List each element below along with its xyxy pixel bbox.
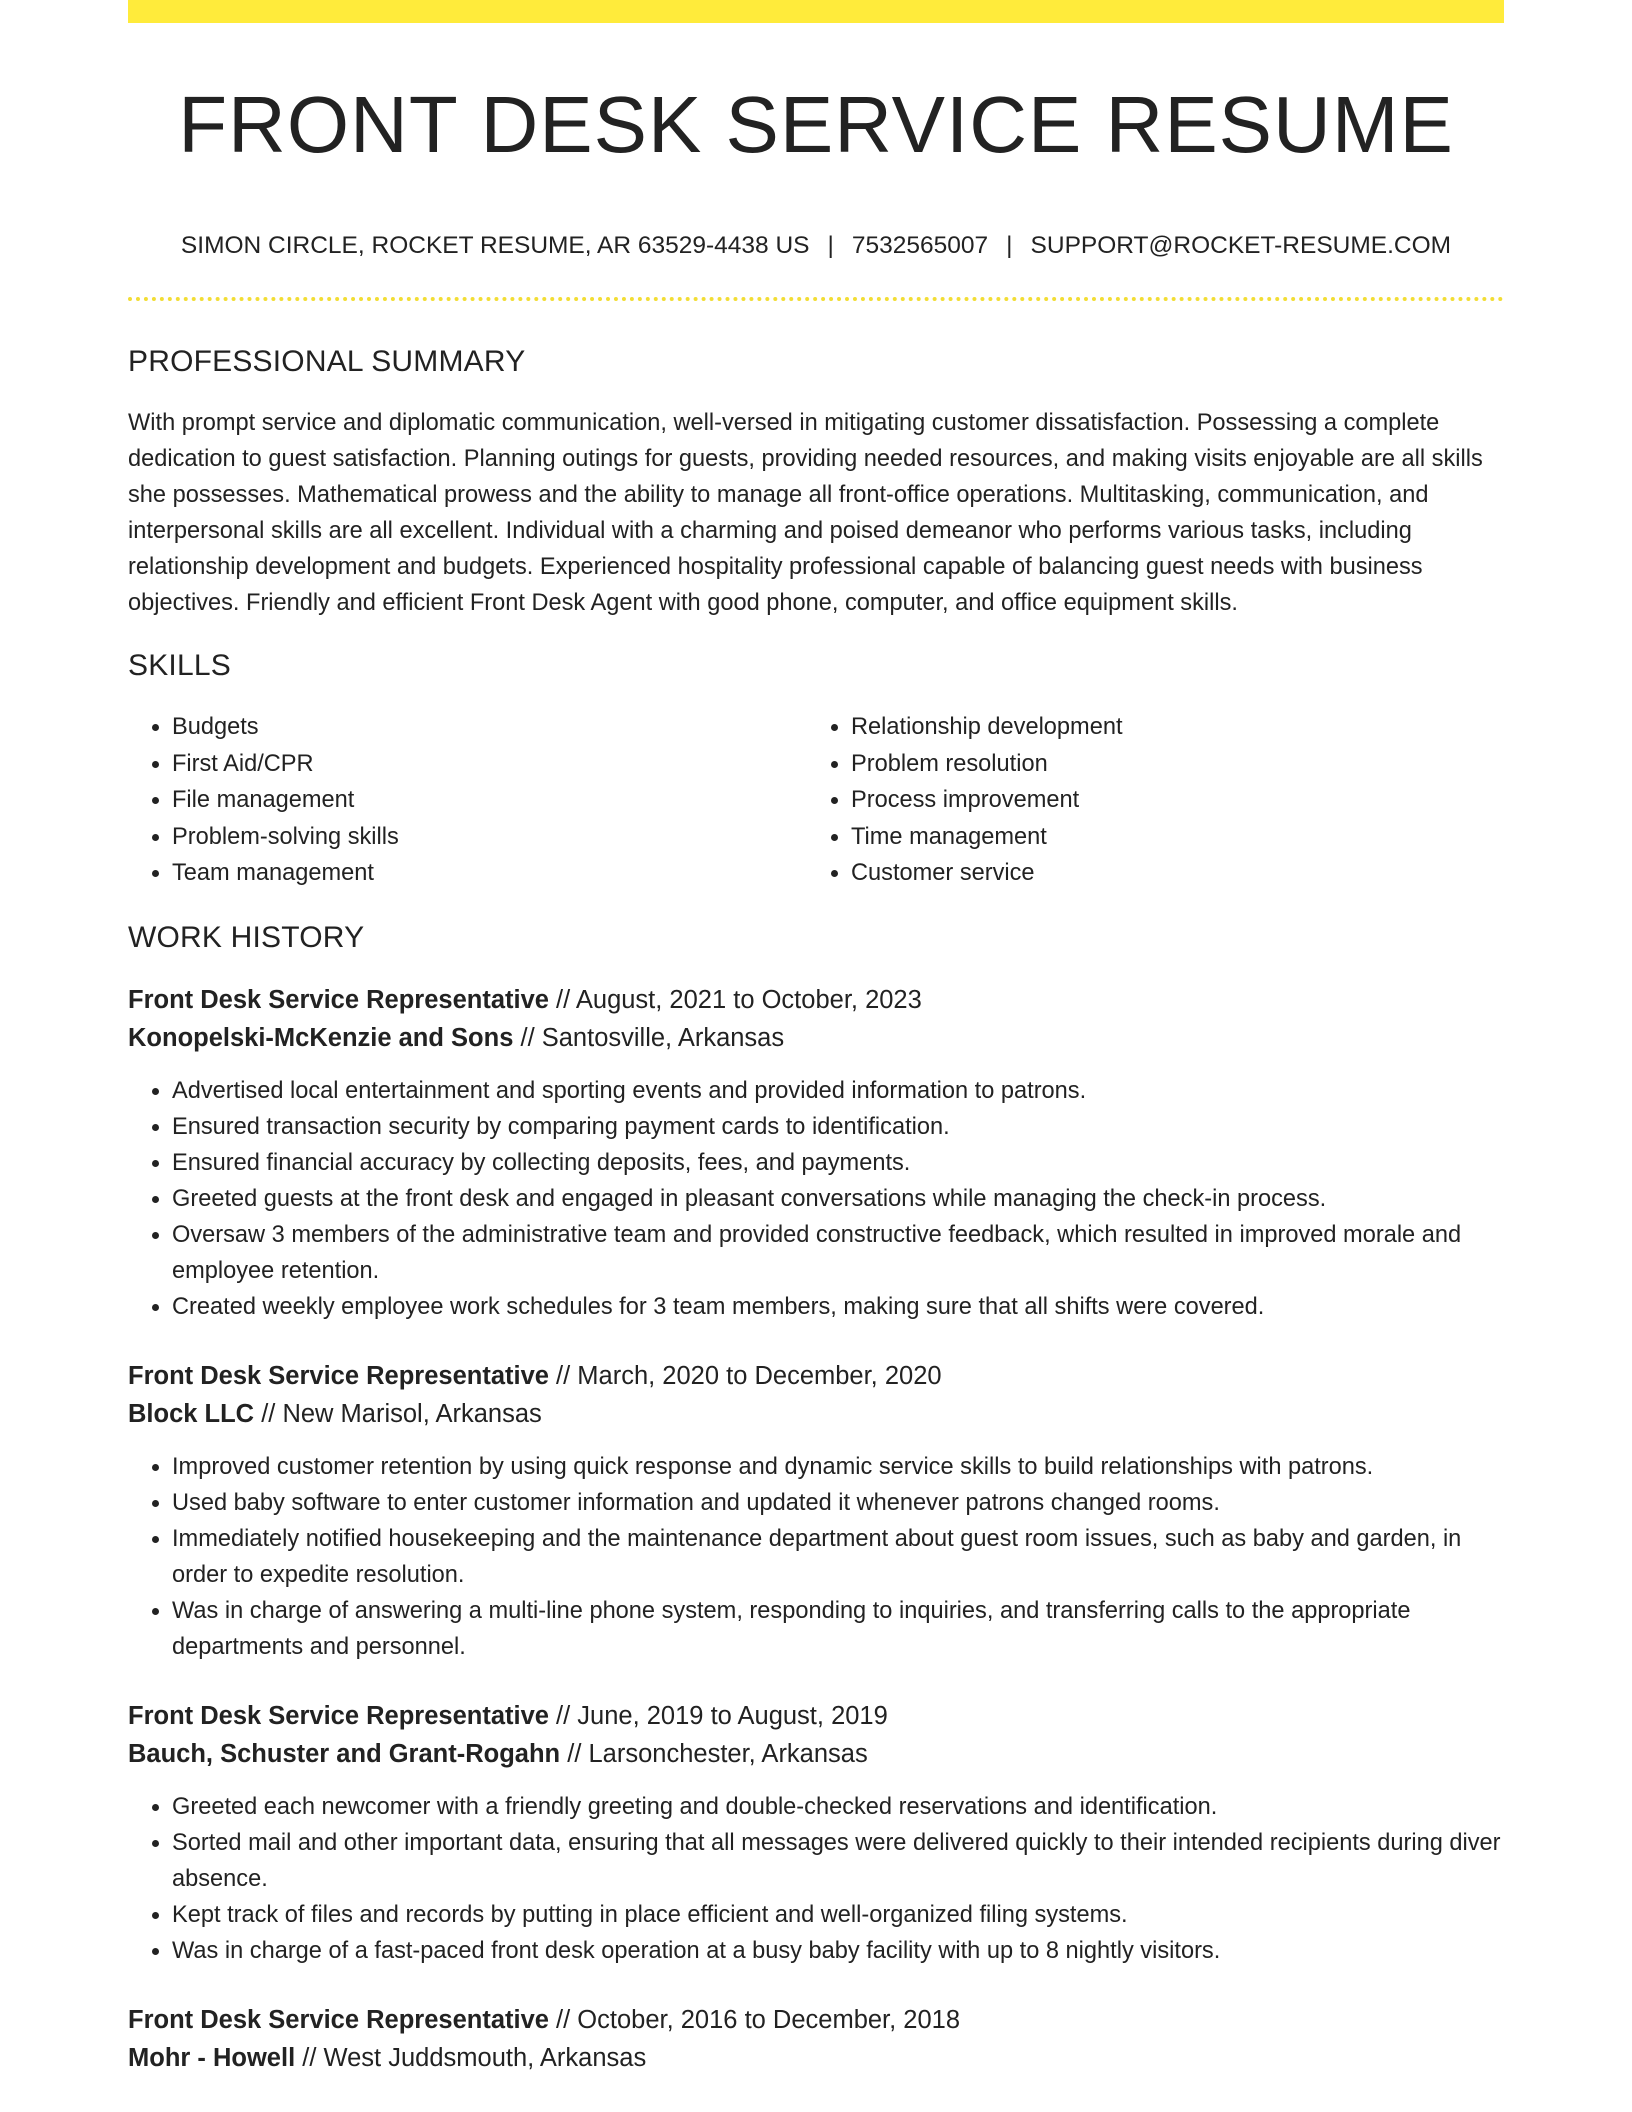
resume-page: [128, 0, 1504, 2077]
section-title-skills: SKILLS: [128, 649, 231, 682]
job-bullet: • Created weekly employee work schedules for 3 team members, making sure that all shifts were covered.: [172, 1289, 1504, 1325]
skill-item: • Process improvement: [851, 782, 1485, 819]
contact-phone: 7532565007: [851, 232, 989, 259]
skill-item: • Problem resolution: [851, 746, 1485, 783]
accent-top-bar: [128, 0, 1504, 23]
work-history-section: [128, 920, 1504, 2077]
job-bullet: • Sorted mail and other important data, ensuring that all messages were delivered quickly to their intended recipients during diver absence.: [172, 1825, 1504, 1897]
job-bullet: • Ensured financial accuracy by collecting deposits, fees, and payments.: [172, 1145, 1504, 1181]
job-entry: [128, 981, 1504, 1325]
skills-list-left: [128, 709, 806, 892]
skill-item: • Problem-solving skills: [172, 819, 806, 856]
job-entry: [128, 2001, 1504, 2077]
summary-text: With prompt service and diplomatic communication, well-versed in mitigating customer dissatisfaction. Possessing a complete dedication to guest satisfaction. Planning outings for guests, providing needed resources, and making visits enjoyable are all skills she possesses. Mathematical prowess and the ability to manage all front-office operations. Multitasking, communication, and interpersonal skills are all excellent. Individual with a charming and poised demeanor who performs various tasks, including relationship development and budgets. Experienced hospitality professional capable of balancing guest needs with business objectives. Friendly and efficient Front Desk Agent with good phone, computer, and office equipment skills.: [128, 410, 1483, 616]
job-bullet: • Ensured transaction security by comparing payment cards to identification.: [172, 1109, 1504, 1145]
dotted-divider: [128, 297, 1504, 301]
job-title: Front Desk Service Representative: [128, 1701, 549, 1730]
job-location: // Larsonchester, Arkansas: [567, 1739, 868, 1768]
job-title-line: [128, 981, 1504, 1019]
job-dates: // August, 2021 to October, 2023: [556, 985, 922, 1014]
skill-item: • Budgets: [172, 709, 806, 746]
skill-item: • First Aid/CPR: [172, 746, 806, 783]
skill-item: • Customer service: [851, 855, 1485, 892]
contact-line: [128, 231, 1504, 261]
section-title-summary: PROFESSIONAL SUMMARY: [128, 345, 526, 378]
contact-separator: |: [827, 232, 834, 259]
contact-email[interactable]: SUPPORT@ROCKET-RESUME.COM: [1030, 232, 1452, 259]
professional-summary-section: [128, 344, 1504, 621]
job-company: Block LLC: [128, 1399, 255, 1428]
job-title: Front Desk Service Representative: [128, 2005, 549, 2034]
job-bullet: • Greeted each newcomer with a friendly greeting and double-checked reservations and identification.: [172, 1789, 1504, 1825]
contact-separator: |: [1006, 232, 1013, 259]
job-bullet: • Immediately notified housekeeping and the maintenance department about guest room issues, such as baby and garden, in order to expedite resolution.: [172, 1521, 1504, 1593]
skill-item: • Time management: [851, 819, 1485, 856]
skill-item: • File management: [172, 782, 806, 819]
skill-item: • Team management: [172, 855, 806, 892]
job-title: Front Desk Service Representative: [128, 1361, 549, 1390]
job-bullet: • Used baby software to enter customer information and updated it whenever patrons changed rooms.: [172, 1485, 1504, 1521]
job-entry: [128, 1697, 1504, 1969]
job-company-line: [128, 2039, 1504, 2077]
job-dates: // March, 2020 to December, 2020: [556, 1361, 942, 1390]
section-title-work: WORK HISTORY: [128, 920, 365, 954]
skill-item: • Relationship development: [851, 709, 1485, 746]
job-bullet: • Advertised local entertainment and sporting events and provided information to patrons.: [172, 1073, 1504, 1109]
job-bullet: • Was in charge of a fast-paced front desk operation at a busy baby facility with up to 8 nightly visitors.: [172, 1933, 1504, 1969]
contact-address: SIMON CIRCLE, ROCKET RESUME, AR 63529-4438 US: [180, 232, 810, 259]
job-company: Mohr - Howell: [128, 2043, 296, 2072]
job-bullets: [128, 1073, 1504, 1325]
job-company-line: [128, 1019, 1504, 1057]
job-entry: [128, 1357, 1504, 1665]
job-bullet: • Was in charge of answering a multi-line phone system, responding to inquiries, and transferring calls to the appropriate departments and personnel.: [172, 1593, 1504, 1665]
job-location: // Santosville, Arkansas: [520, 1023, 785, 1052]
job-bullets: [128, 1789, 1504, 1969]
job-company: Bauch, Schuster and Grant-Rogahn: [128, 1739, 561, 1768]
job-company-line: [128, 1735, 1504, 1773]
job-bullet: • Oversaw 3 members of the administrative team and provided constructive feedback, which resulted in improved morale and employee retention.: [172, 1217, 1504, 1289]
job-dates: // June, 2019 to August, 2019: [556, 1701, 888, 1730]
job-title-line: [128, 2001, 1504, 2039]
job-title-line: [128, 1697, 1504, 1735]
job-bullet: • Improved customer retention by using quick response and dynamic service skills to build relationships with patrons.: [172, 1449, 1504, 1485]
job-location: // New Marisol, Arkansas: [261, 1399, 542, 1428]
job-bullets: [128, 1449, 1504, 1665]
job-company-line: [128, 1395, 1504, 1433]
job-bullet: • Greeted guests at the front desk and engaged in pleasant conversations while managing the check-in process.: [172, 1181, 1504, 1217]
job-title-line: [128, 1357, 1504, 1395]
job-location: // West Juddsmouth, Arkansas: [302, 2043, 647, 2072]
skills-columns: [128, 709, 1504, 892]
resume-title: FRONT DESK SERVICE RESUME: [178, 80, 1454, 169]
job-company: Konopelski-McKenzie and Sons: [128, 1023, 514, 1052]
skills-list-right: [806, 709, 1485, 892]
job-bullet: • Kept track of files and records by putting in place efficient and well-organized filing systems.: [172, 1897, 1504, 1933]
skills-section: [128, 648, 1504, 892]
job-title: Front Desk Service Representative: [128, 985, 549, 1014]
job-dates: // October, 2016 to December, 2018: [556, 2005, 961, 2034]
